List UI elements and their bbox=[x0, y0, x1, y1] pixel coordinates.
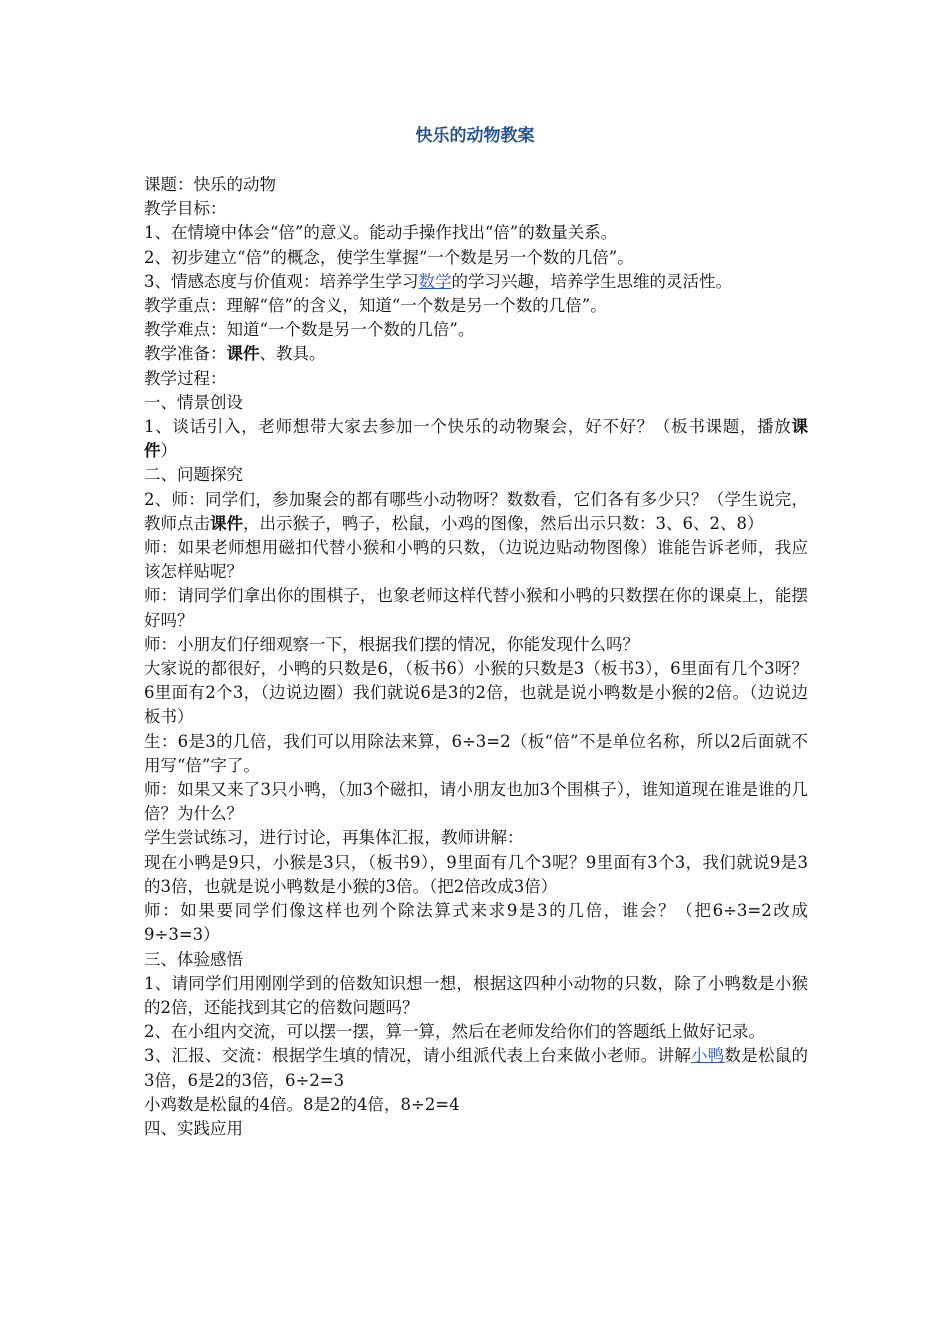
paragraph-report-a: 3、汇报、交流：根据学生填的情况，请小组派代表上台来做小老师。讲解 bbox=[144, 1046, 691, 1066]
difficult-point: 教学难点：知道“一个数是另一个数的几倍”。 bbox=[144, 320, 475, 340]
objective-1: 1、在情境中体会“倍”的意义。能动手操作找出“倍”的数量关系。 bbox=[144, 223, 618, 243]
duckling-link[interactable]: 小鸭 bbox=[690, 1046, 725, 1066]
paragraph-question bbox=[144, 488, 808, 536]
document-body bbox=[144, 173, 808, 1141]
paragraph-three-more: 师：如果又来了3只小鸭，（加3个磁扣，请小朋友也加3个围棋子），谁知道现在谁是谁的几倍？为什么？ bbox=[144, 780, 808, 824]
paragraph-go-pieces: 师：请同学们拿出你的围棋子，也象老师这样代替小猴和小鸭的只数摆在你的课桌上，能摆好吗？ bbox=[144, 586, 808, 630]
preparation-rest: 、教具。 bbox=[259, 344, 326, 364]
objectives-heading: 教学目标： bbox=[144, 199, 227, 219]
paragraph-magnets: 师：如果老师想用磁扣代替小猴和小鸭的只数，（边说边贴动物图像）谁能告诉老师，我应该怎样贴呢？ bbox=[144, 538, 808, 582]
courseware-bold-2: 课件 bbox=[144, 417, 808, 461]
paragraph-question-b: ，出示猴子，鸭子，松鼠，小鸡的图像，然后出示只数：3、6、2、8） bbox=[243, 513, 764, 533]
paragraph-division: 生：6是3的几倍，我们可以用除法来算，6÷3=2（板“倍”不是单位名称，所以2后面就不用写“倍”字了。 bbox=[144, 731, 808, 775]
paragraph-equation: 师：如果要同学们像这样也列个除法算式来求9是3的几倍，谁会？（把6÷3=2改成9÷3=3） bbox=[144, 901, 808, 945]
paragraph-practice: 学生尝试练习，进行讨论，再集体汇报，教师讲解： bbox=[144, 828, 524, 848]
lesson-topic: 课题：快乐的动物 bbox=[144, 175, 276, 194]
math-link[interactable]: 数学 bbox=[418, 271, 452, 291]
section-3-heading: 三、体验感悟 bbox=[144, 949, 243, 969]
objective-3-text-a: 3、情感态度与价值观：培养学生学习 bbox=[144, 271, 419, 291]
section-4-heading: 四、实践应用 bbox=[144, 1118, 243, 1138]
key-point: 教学重点：理解“倍”的含义，知道“一个数是另一个数的几倍”。 bbox=[144, 296, 607, 316]
objective-3 bbox=[144, 270, 808, 294]
preparation-label: 教学准备： bbox=[144, 344, 227, 364]
objective-3-text-b: 的学习兴趣，培养学生思维的灵活性。 bbox=[451, 271, 732, 291]
paragraph-question-a: 2、师：同学们，参加聚会的都有哪些小动物呀？数数看，它们各有多少只？（学生说完，教师点击 bbox=[144, 489, 808, 533]
courseware-bold-3: 课件 bbox=[210, 513, 243, 533]
paragraph-think: 1、请同学们用刚刚学到的倍数知识想一想，根据这四种小动物的只数，除了小鸭数是小猴的2倍，还能找到其它的倍数问题吗？ bbox=[144, 973, 808, 1017]
paragraph-intro bbox=[144, 415, 808, 463]
paragraph-group: 2、在小组内交流，可以摆一摆，算一算，然后在老师发给你们的答题纸上做好记录。 bbox=[144, 1022, 765, 1042]
section-2-heading: 二、问题探究 bbox=[144, 465, 243, 485]
paragraph-observe: 师：小朋友们仔细观察一下，根据我们摆的情况，你能发现什么吗？ bbox=[144, 634, 639, 654]
paragraph-explain-9: 现在小鸭是9只，小猴是3只，（板书9），9里面有几个3呢？9里面有3个3，我们就说9是3的3倍，也就是说小鸭数是小猴的3倍。（把2倍改成3倍） bbox=[144, 852, 808, 896]
process-heading: 教学过程： bbox=[144, 368, 227, 388]
paragraph-intro-a: 1、谈话引入，老师想带大家去参加一个快乐的动物聚会，好不好？（板书课题，播放 bbox=[144, 417, 792, 437]
section-1-heading: 一、情景创设 bbox=[144, 392, 243, 412]
objective-2: 2、初步建立“倍”的概念，使学生掌握“一个数是另一个数的几倍”。 bbox=[144, 247, 634, 267]
paragraph-intro-b: ） bbox=[160, 441, 177, 461]
document-title: 快乐的动物教案 bbox=[415, 126, 535, 146]
preparation bbox=[144, 342, 808, 366]
courseware-bold: 课件 bbox=[226, 344, 260, 364]
paragraph-chicks: 小鸡数是松鼠的4倍。8是2的4倍，8÷2=4 bbox=[144, 1094, 460, 1114]
paragraph-report bbox=[144, 1044, 808, 1092]
paragraph-explain-6: 大家说的都很好，小鸭的只数是6，（板书6）小猴的只数是3（板书3），6里面有几个3呀？6里面有2个3，（边说边圈）我们就说6是3的2倍，也就是说小鸭数是小猴的2倍。（边说边板书） bbox=[144, 659, 808, 727]
paragraph-report-b: 数是松鼠的3倍，6是2的3倍，6÷2=3 bbox=[144, 1046, 809, 1090]
